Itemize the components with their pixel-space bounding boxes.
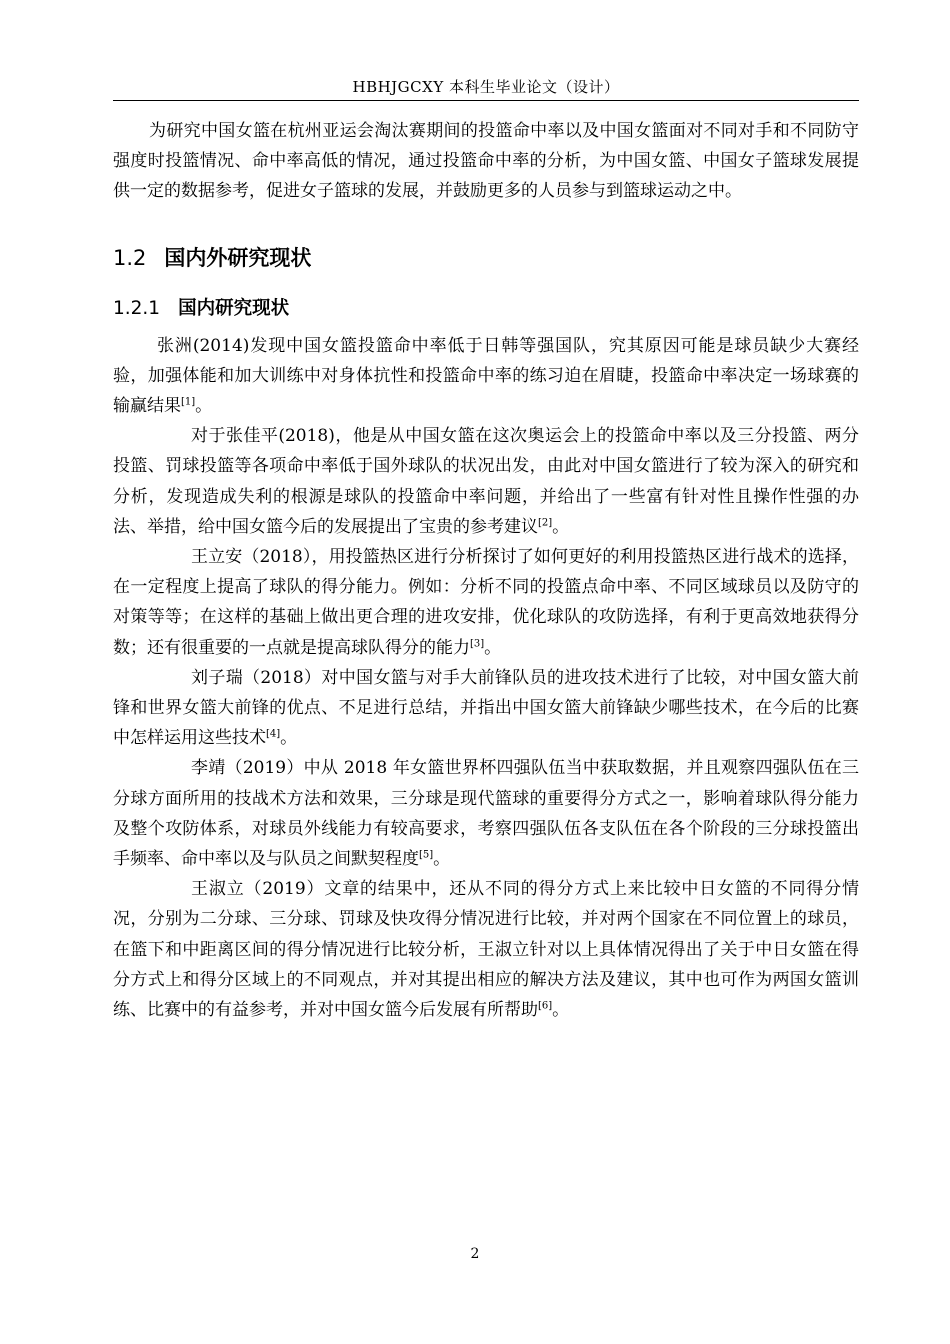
- paragraph-end: 。: [280, 728, 298, 749]
- running-header: HBHJGCXY 本科生毕业论文（设计）: [352, 78, 620, 96]
- paragraph-text: 张洲(2014)发现中国女篮投篮命中率低于日韩等强国队，究其原因可能是球员缺少大赛经验，加强体能和加大训练中对身体抗性和投篮命中率的练习迫在眉睫，投篮命中率决定一场球赛的输赢结果: [113, 335, 859, 417]
- citation-ref: [1]: [181, 396, 196, 408]
- paragraph-end: 。: [484, 637, 502, 658]
- section-number: 1.2: [113, 245, 147, 270]
- page-number: 2: [470, 1246, 480, 1262]
- citation-ref: [2]: [538, 517, 553, 529]
- citation-ref: [4]: [266, 728, 281, 740]
- subsection-heading: [113, 295, 859, 323]
- subsection-title: 国内研究现状: [178, 297, 290, 319]
- intro-paragraph: 为研究中国女篮在杭州亚运会淘汰赛期间的投篮命中率以及中国女篮面对不同对手和不同防守强度时投篮情况、命中率高低的情况，通过投篮命中率的分析，为中国女篮、中国女子篮球发展提供一定的数据参考，促进女子篮球的发展，并鼓励更多的人员参与到篮球运动之中。: [113, 121, 859, 202]
- paragraph-zhang-jiaping: [113, 421, 859, 542]
- paragraph-li-jing: [113, 753, 859, 874]
- paragraph-wang-lian: [113, 542, 859, 663]
- paragraph-text: 王立安（2018），用投篮热区进行分析探讨了如何更好的利用投篮热区进行战术的选择，在一定程度上提高了球队的得分能力。例如：分析不同的投篮点命中率、不同区域球员以及防守的对策等等；在这样的基础上做出更合理的进攻安排，优化球队的攻防选择，有利于更高效地获得分数；还有很重要的一点就是提高球队得分的能力: [113, 547, 859, 658]
- paragraph-wang-shuli: [113, 874, 859, 1025]
- paragraph-end: 。: [552, 1000, 570, 1021]
- paragraph-end: 。: [552, 516, 570, 537]
- paragraph-text: 刘子瑞（2018）对中国女篮与对手大前锋队员的进攻技术进行了比较，对中国女篮大前锋和世界女篮大前锋的优点、不足进行总结，并指出中国女篮大前锋缺少哪些技术，在今后的比赛中怎样运用这些技术: [113, 667, 859, 749]
- citation-ref: [6]: [538, 1000, 553, 1012]
- subsection-number: 1.2.1: [113, 297, 161, 319]
- paragraph-zhang-zhou: [113, 331, 859, 422]
- paragraph-text: 对于张佳平(2018)，他是从中国女篮在这次奥运会上的投篮命中率以及三分投篮、两分投篮、罚球投篮等各项命中率低于国外球队的状况出发，由此对中国女篮进行了较为深入的研究和分析，发现造成失利的根源是球队的投篮命中率问题，并给出了一些富有针对性且操作性强的办法、举措，给中国女篮今后的发展提出了宝贵的参考建议: [113, 426, 859, 537]
- paragraph-text: 李靖（2019）中从 2018 年女篮世界杯四强队伍当中获取数据，并且观察四强队伍在三分球方面所用的技战术方法和效果，三分球是现代篮球的重要得分方式之一，影响着球队得分能力及整个攻防体系，对球员外线能力有较高要求，考察四强队伍各支队伍在各个阶段的三分球投篮出手频率、命中率以及与队员之间默契程度: [113, 758, 859, 870]
- citation-ref: [5]: [419, 849, 434, 861]
- paragraph-end: 。: [195, 396, 213, 417]
- section-title: 国内外研究现状: [164, 245, 312, 270]
- paragraph-end: 。: [433, 849, 451, 870]
- body-content: [113, 116, 859, 1025]
- citation-ref: [3]: [470, 637, 485, 649]
- paragraph-text: 王淑立（2019）文章的结果中，还从不同的得分方式上来比较中日女篮的不同得分情况，分别为二分球、三分球、罚球及快攻得分情况进行比较，并对两个国家在不同位置上的球员，在篮下和中距离区间的得分情况进行比较分析，王淑立针对以上具体情况得出了关于中日女篮在得分方式上和得分区域上的不同观点，并对其提出相应的解决方法及建议，其中也可作为两国女篮训练、比赛中的有益参考，并对中国女篮今后发展有所帮助: [113, 879, 859, 1021]
- paragraph-liu-zirui: [113, 663, 859, 754]
- section-heading: [113, 243, 859, 273]
- header-rule: [113, 100, 859, 101]
